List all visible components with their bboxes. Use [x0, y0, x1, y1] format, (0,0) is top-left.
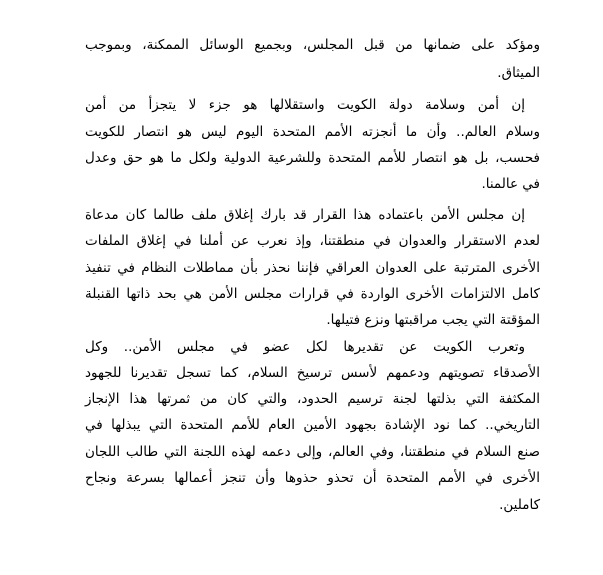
text-line: التاريخي.. كما نود الإشادة بجهود الأمين العام للأمم المتحدة التي يبذلها في [85, 417, 540, 433]
text-line: كامل الالتزامات الأخرى الواردة في قرارات مجلس الأمن هي بحد ذاتها القنبلة [85, 286, 540, 302]
text-line: صنع السلام في منطقتنا، وفي العالم، وإلى دعمه لهذه اللجنة التي طالب اللجان [85, 444, 540, 460]
text-line: المكثفة التي بذلتها لجنة ترسيم الحدود، والتي كان من ثمرتها هذا الإنجاز [85, 391, 540, 407]
text-line: الميثاق. [497, 65, 540, 81]
text-line: وتعرب الكويت عن تقديرها لكل عضو في مجلس الأمن.. وكل [85, 339, 525, 355]
text-line: إن أمن وسلامة دولة الكويت واستقلالها هو جزء لا يتجزأ من أمن [85, 97, 525, 113]
text-line: الأصدقاء تصويتهم ودعمهم لأسس ترسيخ السلام، كما تسجل تقديرنا للجهود [85, 365, 540, 381]
text-line: في عالمنا. [481, 176, 540, 192]
text-line: الأخرى في الأمم المتحدة أن تحذو حذوها وأن تنجز أعمالها بسرعة ونجاح [85, 470, 540, 486]
text-line: كاملين. [499, 497, 540, 513]
text-line: فحسب، بل هو انتصار للأمم المتحدة وللشرعية الدولية ولكل ما هو حق وعدل [85, 150, 540, 166]
text-line: ومؤكد على ضمانها من قبل المجلس، وبجميع الوسائل الممكنة، وبموجب [85, 37, 540, 53]
text-line: وسلام العالم.. وأن ما أنجزته الأمم المتحدة اليوم ليس هو انتصار للكويت [85, 124, 540, 140]
text-line: الأخرى المترتبة على العدوان العراقي فإننا نحذر بأن مماطلات النظام في تنفيذ [85, 260, 540, 276]
text-line: لعدم الاستقرار والعدوان في منطقتنا، وإذ نعرب عن أملنا في إغلاق الملفات [85, 233, 540, 249]
text-line: إن مجلس الأمن باعتماده هذا القرار قد بارك إغلاق ملف طالما كان مدعاة [85, 207, 525, 223]
text-line: المؤقتة التي يجب مراقبتها ونزع فتيلها. [326, 312, 540, 328]
